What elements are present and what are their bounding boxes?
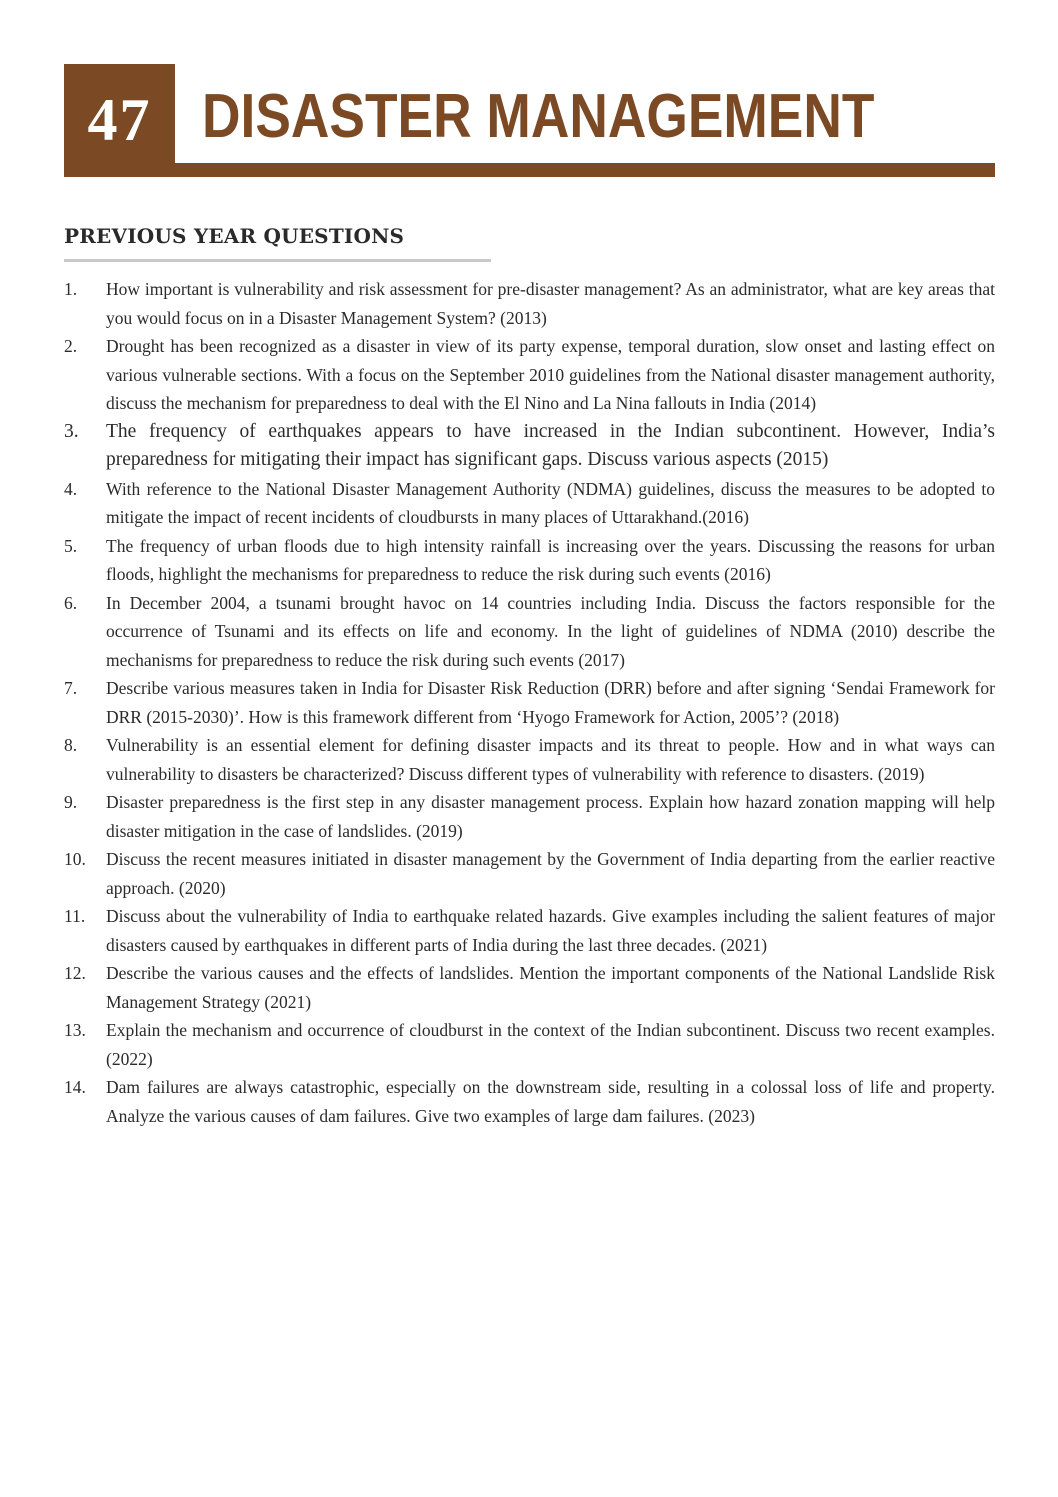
chapter-number: 47	[64, 64, 175, 177]
question-text: How important is vulnerability and risk assessment for pre-disaster management? As an administrator, what are key areas that you would focus on in a Disaster Management System? (2013)	[106, 279, 995, 328]
question-item	[64, 902, 995, 959]
question-number: 5.	[64, 535, 78, 556]
question-list	[64, 275, 995, 1130]
question-number: 3.	[64, 420, 79, 442]
question-text: Discuss the recent measures initiated in disaster management by the Government of India departing from the earlier reactive approach. (2020)	[106, 849, 995, 898]
question-text: Disaster preparedness is the first step in any disaster management process. Explain how hazard zonation mapping will help disaster mitigation in the case of landslides. (2019)	[106, 792, 995, 841]
question-item	[64, 1073, 995, 1130]
question-item	[64, 845, 995, 902]
question-text: Describe the various causes and the effects of landslides. Mention the important components of the National Landslide Risk Management Strategy (2021)	[106, 963, 995, 1012]
question-number: 7.	[64, 678, 78, 698]
question-number: 4.	[64, 478, 78, 499]
question-number: 6.	[64, 592, 78, 613]
question-number: 10.	[64, 849, 86, 869]
question-text: Vulnerability is an essential element for defining disaster impacts and its threat to people. How and in what ways can vulnerability to disasters be characterized? Discuss different types of vulnerability with reference to disasters. (2019)	[106, 735, 995, 784]
question-text: Describe various measures taken in India for Disaster Risk Reduction (DRR) before and after signing ‘Sendai Framework for DRR (2015-2030)’. How is this framework different from ‘Hyogo Framework for Action, 2005’? (2018)	[106, 678, 995, 727]
question-number: 1.	[64, 279, 78, 299]
question-item	[64, 959, 995, 1016]
question-item	[64, 332, 995, 418]
question-text: With reference to the National Disaster Management Authority (NDMA) guidelines, discuss the measures to be adopted to mitigate the impact of recent incidents of cloudbursts in many places of Uttarakhand.(2016)	[106, 478, 995, 527]
question-item	[64, 1016, 995, 1073]
section-heading-rule	[64, 259, 491, 262]
question-text: Explain the mechanism and occurrence of cloudburst in the context of the Indian subcontinent. Discuss two recent examples.(2022)	[106, 1020, 995, 1069]
question-text: Dam failures are always catastrophic, especially on the downstream side, resulting in a colossal loss of life and property. Analyze the various causes of dam failures. Give two examples of large dam failures. (2023)	[106, 1077, 995, 1126]
question-number: 2.	[64, 336, 78, 356]
chapter-title-rule	[64, 163, 995, 177]
question-item	[64, 475, 995, 532]
question-item	[64, 589, 995, 675]
question-text: Drought has been recognized as a disaster in view of its party expense, temporal duration, slow onset and lasting effect on various vulnerable sections. With a focus on the September 2010 guidelines from the National disaster management authority, discuss the mechanism for preparedness to deal with the El Nino and La Nina fallouts in India (2014)	[106, 336, 995, 413]
question-text: The frequency of urban floods due to high intensity rainfall is increasing over the years. Discussing the reasons for urban floods, highlight the mechanisms for preparedness to reduce the risk during such events (2016)	[106, 535, 995, 584]
question-item	[64, 532, 995, 589]
question-number: 13.	[64, 1020, 86, 1040]
section-heading: PREVIOUS YEAR QUESTIONS	[64, 224, 405, 248]
question-number: 9.	[64, 792, 78, 812]
chapter-title: DISASTER MANAGEMENT	[202, 82, 875, 151]
question-text: Discuss about the vulnerability of India to earthquake related hazards. Give examples including the salient features of major disasters caused by earthquakes in different parts of India during the last three decades. (2021)	[106, 906, 995, 955]
question-item	[64, 731, 995, 788]
question-number: 11.	[64, 906, 86, 926]
chapter-header	[64, 64, 995, 177]
question-number: 8.	[64, 735, 78, 755]
question-number: 14.	[64, 1077, 86, 1097]
question-item	[64, 788, 995, 845]
question-item	[64, 275, 995, 332]
question-item	[64, 418, 995, 475]
question-number: 12.	[64, 963, 86, 983]
question-item	[64, 674, 995, 731]
question-text: The frequency of earthquakes appears to have increased in the Indian subcontinent. However, India’s preparedness for mitigating their impact has significant gaps. Discuss various aspects (2015)	[106, 420, 995, 470]
question-text: In December 2004, a tsunami brought havoc on 14 countries including India. Discuss the factors responsible for the occurrence of Tsunami and its effects on life and economy. In the light of guidelines of NDMA (2010) describe the mechanisms for preparedness to reduce the risk during such events (2017)	[106, 592, 995, 670]
